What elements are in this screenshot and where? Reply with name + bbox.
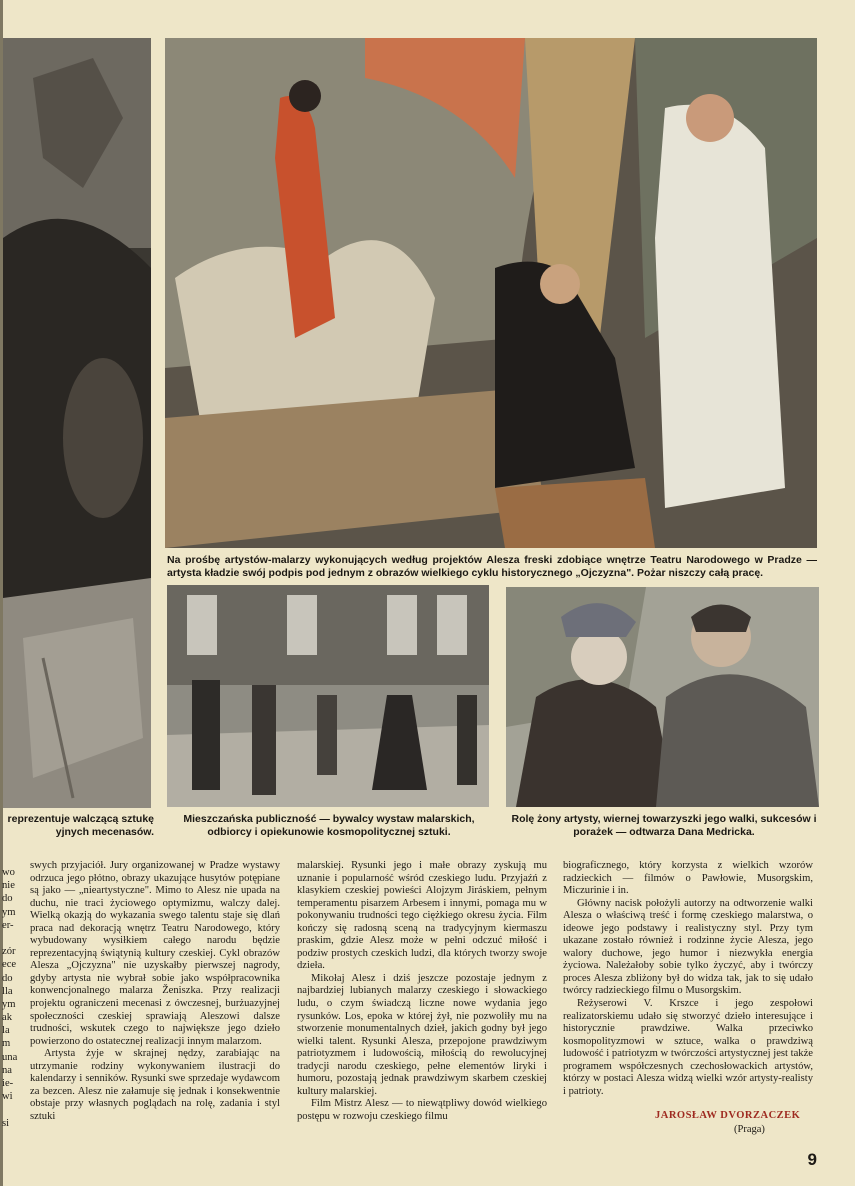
paragraph: malarskiej. Rysunki jego i małe obrazy zyskują mu uznanie i popularność wśród czeskiego ludu. Przyjaźń z klasykiem czeskiej powieści Alojzym Jiráskiem, pełnym temperamentu pisarzem Arbesem i innymi, pomaga mu w pokonywaniu trudności tego ciężkiego okresu życia. Film kończy się radosną sceną na tradycyjnym kiermaszu praskim, gdzie Alesz może w pełni odczuć miłość i podziw prostych czeskich ludzi, dla których tworzy swoje dzieła. bbox=[297, 860, 547, 972]
clipped-column-fragments bbox=[2, 866, 18, 1130]
fragment-line: lla bbox=[2, 985, 13, 997]
fragment-line bbox=[2, 932, 18, 945]
fragment-line: wo bbox=[2, 867, 15, 878]
photo-right-couple bbox=[506, 587, 819, 807]
photo-top-fresco bbox=[165, 38, 817, 548]
caption-right: Rolę żony artysty, wiernej towarzyszki jego walki, sukcesów i porażek — odtwarza Dana Medricka. bbox=[511, 813, 817, 838]
photo-left-portrait bbox=[3, 38, 151, 808]
paragraph: Główny nacisk położyli autorzy na odtworzenie walki Alesza o właściwą treść i formę czeskiego malarstwa, o ideowe jego podstawy i realistyczny styl. Przy tym ukazane zostało również i rodzinne życie Alesza, jego walory duchowe, jego humor i niezwykła energia życiowa. Należałoby sobie tylko życzyć, aby i twórczy proces Alesza zbliżony był do widza tak, jak to się udało twórcy radzieckiego filmu o Musorgskim. bbox=[563, 897, 813, 997]
fragment-line: ym bbox=[2, 906, 16, 918]
caption-middle: Mieszczańska publiczność — bywalcy wystaw malarskich, odbiorcy i opiekunowie kosmopolitycznej sztuki. bbox=[183, 813, 475, 838]
article-column-2 bbox=[297, 860, 547, 1123]
paragraph: Film Mistrz Alesz — to niewątpliwy dowód wielkiego postępu w rozwoju czeskiego filmu bbox=[297, 1098, 547, 1122]
fragment-line: si bbox=[2, 1117, 10, 1129]
paragraph: Mikołaj Alesz i dziś jeszcze pozostaje jednym z najbardziej lubianych malarzy czeskiego i słowackiego ludu, o czym świadczą liczne nowe wydania jego rysunków. Los, epoka w której żył, nie pozwoliły mu na stworzenie monumentalnych dzieł, jakich godny był jego wielki talent. Rysunki Alesza, przepojone prawdziwym patriotyzmem i ludowością, miłością do rewolucyjnej tradycji narodu czeskiego, pełne elementów liryki i humoru, pozostają jednak prawdziwym skarbem czeskiej kultury malarskiej. bbox=[297, 972, 547, 1097]
fragment-line: la bbox=[2, 1025, 10, 1037]
fragment-line: er- bbox=[2, 919, 14, 931]
fragment-line: ak bbox=[2, 1012, 12, 1024]
fragment-line: wi bbox=[2, 1091, 13, 1103]
article-column-1 bbox=[30, 860, 280, 1123]
paragraph: biograficznego, który korzysta z wielkich wzorów radzieckich — filmów o Pawłowie, Musorgskim, Miczurinie i in. bbox=[563, 860, 813, 897]
author-signature: JAROSŁAW DVORZACZEK bbox=[655, 1110, 801, 1121]
fragment-line bbox=[2, 1103, 18, 1116]
fragment-line: m bbox=[2, 1038, 11, 1050]
fragment-line: zór bbox=[2, 946, 16, 958]
fragment-line: do bbox=[2, 893, 13, 905]
fragment-line: nie bbox=[2, 880, 15, 892]
fragment-line: do bbox=[2, 972, 13, 984]
fragment-line: una bbox=[2, 1051, 18, 1063]
caption-top: Na prośbę artystów-malarzy wykonujących według projektów Alesza freski zdobiące wnętrze Teatru Narodowego w Pradze — artysta kładzie swój podpis pod jednym z obrazów wielkiego cyklu historycznego „Ojczyzna". Pożar niszczy całą pracę. bbox=[167, 554, 817, 579]
fragment-line: ece bbox=[2, 959, 17, 971]
photo-middle-ballroom bbox=[167, 585, 489, 807]
article-column-3 bbox=[563, 860, 813, 1098]
fragment-line: ym bbox=[2, 998, 16, 1010]
fragment-line: na bbox=[2, 1064, 12, 1076]
author-place: (Praga) bbox=[734, 1124, 765, 1135]
caption-left: reprezentuje walczącą sztukę yjnych mecenasów. bbox=[7, 813, 154, 838]
paragraph: swych przyjaciół. Jury organizowanej w Pradze wystawy odrzuca jego płótno, obrazy ukazujące husytów potępiane są jako — „nieartystyczne". Mimo to Alesz nie upada na duchu, nie traci życiowego optymizmu, walczy dalej. Wielką okazją do wykazania swego talentu staje się dlań praca nad dekoracją wnętrz Teatru Narodowego, który wybudowany wysiłkiem całego narodu będzie reprezentacyjną świątynią kultury czeskiej. Cykl obrazów Alesza „Ojczyzna" nie uzyskałby pierwszej nagrody, gdyby artysta nie wybrał sobie jako współpracownika konwencjonalnego malarza Ženiszka. Przy realizacji projektu ograniczeni mecenasi z ówczesnej, burżuazyjnej społeczności czeskiej sprawiają Aleszowi dalsze trudności, wskutek czego to największe jego dzieło powierzono do ostatecznej realizacji innym malarzom. bbox=[30, 860, 280, 1047]
fragment-line: ie- bbox=[2, 1078, 14, 1089]
paragraph: Artysta żyje w skrajnej nędzy, zarabiając na utrzymanie rodziny wykonywaniem ilustracji do kalendarzy i senników. Rysunki swe sprzedaje wydawcom za bezcen. Alesz nie załamuje się jednak i konsekwentnie obstaje przy własnych poglądach na rolę, zadania i styl sztuki bbox=[30, 1048, 280, 1122]
page-number: 9 bbox=[807, 1150, 817, 1169]
paragraph: Reżyserowi V. Krszce i jego zespołowi realizatorskiemu udało się stworzyć dzieło interesujące i historycznie prawdziwe. Walka przeciwko kosmopolityzmowi w sztuce, walka o prawdziwą ludowość i patriotyzm w twórczości artystycznej jest także programem współczesnych czechosłowackich artystów, którzy w postaci Alesza widzą wielki wzór artysty-realisty i patrioty. bbox=[563, 998, 813, 1097]
